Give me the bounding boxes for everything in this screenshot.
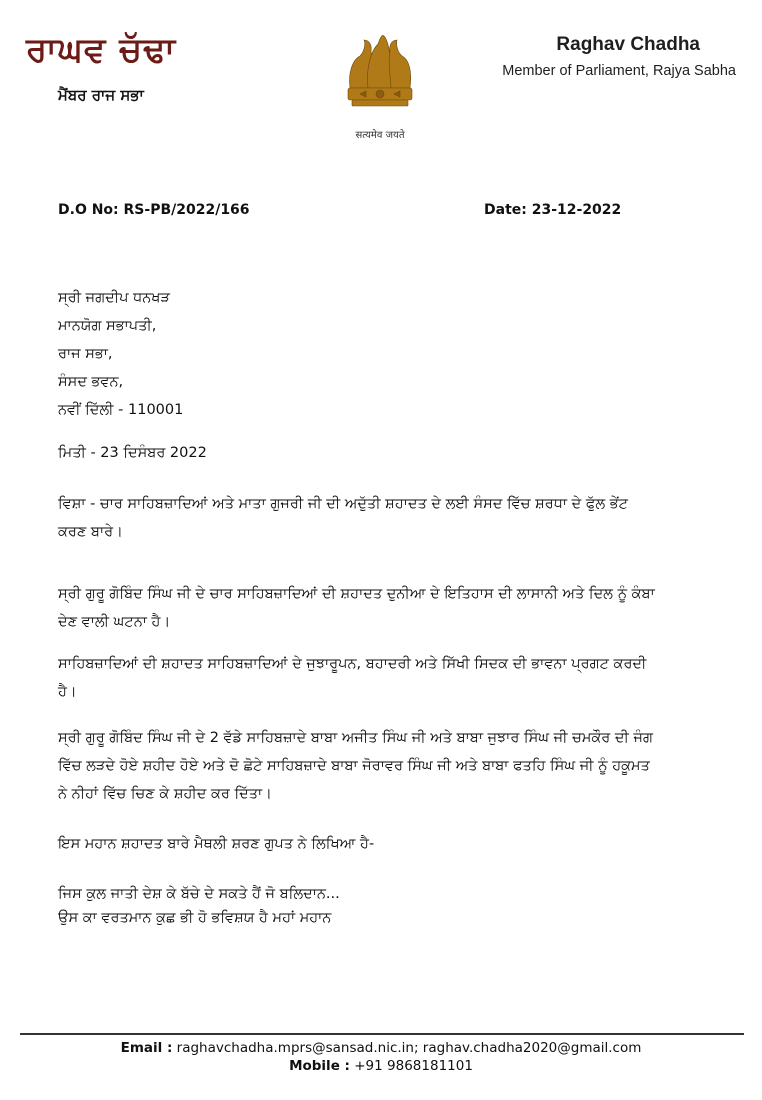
- body-paragraph-4: ਇਸ ਮਹਾਨ ਸ਼ਹਾਦਤ ਬਾਰੇ ਮੈਥਲੀ ਸ਼ਰਣ ਗੁਪਤ ਨੇ ਲਿਖਿਆ ਹੈ-: [58, 836, 375, 852]
- email-label: Email :: [120, 1040, 173, 1056]
- footer-mobile: [0, 1058, 762, 1074]
- footer-email: [0, 1040, 762, 1056]
- header-name-punjabi: ਰਾਘਵ ਚੱਢਾ: [26, 30, 177, 70]
- recipient-address: [58, 284, 183, 424]
- dated-line: ਮਿਤੀ - 23 ਦਿਸੰਬਰ 2022: [58, 445, 207, 461]
- email-value: raghavchadha.mprs@sansad.nic.in; raghav.chadha2020@gmail.com: [176, 1040, 642, 1056]
- body-paragraph-3: ਸ੍ਰੀ ਗੁਰੂ ਗੋਬਿੰਦ ਸਿੰਘ ਜੀ ਦੇ 2 ਵੱਡੇ ਸਾਹਿਬਜ਼ਾਦੇ ਬਾਬਾ ਅਜੀਤ ਸਿੰਘ ਜੀ ਅਤੇ ਬਾਬਾ ਜੁਝਾਰ ਸਿੰਘ ਜੀ ਚਮਕੌਰ ਦੀ ਜੰਗ ਵਿੱਚ ਲੜਦੇ ਹੋਏ ਸ਼ਹੀਦ ਹੋਏ ਅਤੇ ਦੋ ਛੋਟੇ ਸਾਹਿਬਜ਼ਾਦੇ ਬਾਬਾ ਜੋਰਾਵਰ ਸਿੰਘ ਜੀ ਅਤੇ ਬਾਬਾ ਫਤਹਿ ਸਿੰਘ ਜੀ ਨੂੰ ਹਕੂਮਤ ਨੇ ਨੀਹਾਂ ਵਿੱਚ ਚਿਣ ਕੇ ਸ਼ਹੀਦ ਕਰ ਦਿੱਤਾ।: [58, 730, 654, 802]
- lion-capital-emblem-icon: [340, 30, 420, 150]
- recipient-line: ਨਵੀਂ ਦਿੱਲੀ - 110001: [58, 402, 184, 418]
- mobile-value: +91 9868181101: [354, 1058, 473, 1074]
- body-paragraph-2: ਸਾਹਿਬਜ਼ਾਦਿਆਂ ਦੀ ਸ਼ਹਾਦਤ ਸਾਹਿਬਜ਼ਾਦਿਆਂ ਦੇ ਜੁਝਾਰੂਪਨ, ਬਹਾਦਰੀ ਅਤੇ ਸਿੱਖੀ ਸਿਦਕ ਦੀ ਭਾਵਨਾ ਪ੍ਰਗਟ ਕਰਦੀ ਹੈ।: [58, 656, 647, 700]
- footer-divider: [20, 1033, 744, 1035]
- recipient-line: ਮਾਨਯੋਗ ਸਭਾਪਤੀ,: [58, 318, 157, 334]
- letter-date: Date: 23-12-2022: [484, 202, 622, 218]
- body-paragraph-1: ਸ੍ਰੀ ਗੁਰੂ ਗੋਬਿੰਦ ਸਿੰਘ ਜੀ ਦੇ ਚਾਰ ਸਾਹਿਬਜ਼ਾਦਿਆਂ ਦੀ ਸ਼ਹਾਦਤ ਦੁਨੀਆ ਦੇ ਇਤਿਹਾਸ ਦੀ ਲਾਸਾਨੀ ਅਤੇ ਦਿਲ ਨੂੰ ਕੰਬਾ ਦੇਣ ਵਾਲੀ ਘਟਨਾ ਹੈ।: [58, 586, 655, 630]
- recipient-line: ਸੰਸਦ ਭਵਨ,: [58, 374, 124, 390]
- quote-line-2: ਉਸ ਕਾ ਵਰਤਮਾਨ ਕੁਛ ਭੀ ਹੋ ਭਵਿਸ਼ਯ ਹੈ ਮਹਾਂ ਮਹਾਨ: [58, 910, 332, 926]
- mobile-label: Mobile :: [289, 1058, 350, 1074]
- do-number: D.O No: RS-PB/2022/166: [58, 202, 250, 218]
- recipient-line: ਸ੍ਰੀ ਜਗਦੀਪ ਧਨਖੜ: [58, 290, 170, 306]
- recipient-line: ਰਾਜ ਸਭਾ,: [58, 346, 113, 362]
- national-emblem: [340, 30, 420, 150]
- header-role-punjabi: ਮੈਂਬਰ ਰਾਜ ਸਭਾ: [58, 86, 144, 104]
- emblem-motto: सत्यमेव जयते: [355, 130, 405, 141]
- subject-paragraph: ਵਿਸ਼ਾ - ਚਾਰ ਸਾਹਿਬਜ਼ਾਦਿਆਂ ਅਤੇ ਮਾਤਾ ਗੁਜਰੀ ਜੀ ਦੀ ਅਦੁੱਤੀ ਸ਼ਹਾਦਤ ਦੇ ਲਈ ਸੰਸਦ ਵਿੱਚ ਸ਼ਰਧਾ ਦੇ ਫੁੱਲ ਭੇਂਟ ਕਰਣ ਬਾਰੇ।: [58, 496, 628, 540]
- header-role-english: Member of Parliament, Rajya Sabha: [502, 63, 736, 79]
- quote-line-1: ਜਿਸ ਕੁਲ ਜਾਤੀ ਦੇਸ਼ ਕੇ ਬੱਚੇ ਦੇ ਸਕਤੇ ਹੈਂ ਜੋ ਬਲਿਦਾਨ...: [58, 886, 340, 902]
- header-name-english: Raghav Chadha: [556, 34, 700, 55]
